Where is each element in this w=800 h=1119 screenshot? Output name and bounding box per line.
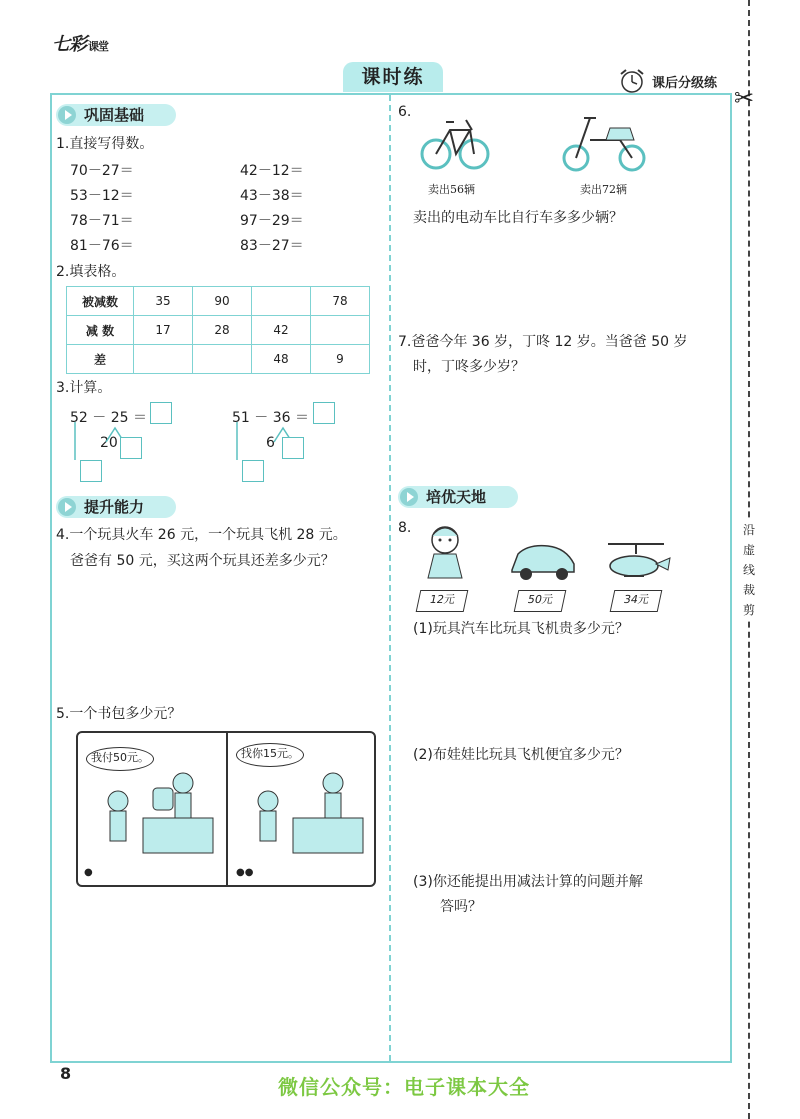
q1-item: 97－29＝ [240,213,304,229]
q3b-expr: 51 － 36 ＝ [232,410,309,426]
section-title: 提升能力 [84,498,145,516]
table-cell: 28 [193,316,252,345]
brand-logo [52,30,108,56]
toy-plane-icon [600,540,672,584]
section-header-ability [56,496,180,518]
panel-marker: ● [84,867,93,878]
table-row [67,287,370,316]
q1-item: 42－12＝ [240,163,304,179]
scissors-icon: ✂ [734,84,755,112]
alarm-clock-icon [617,67,647,95]
play-icon [58,498,76,516]
q6-question: 卖出的电动车比自行车多多少辆？ [413,210,623,226]
answer-box [80,460,102,482]
row-label: 差 [67,345,134,374]
table-cell [134,345,193,374]
toy-car-icon [508,538,578,584]
q7-line2: 时，丁咚多少岁？ [413,359,525,375]
section-header-advanced [398,486,522,508]
q5-title: 5.一个书包多少元？ [56,706,182,722]
table-cell: 90 [193,287,252,316]
row-label: 被减数 [67,287,134,316]
q1-item: 53－12＝ [70,188,134,204]
page-title: 课时练 [343,62,443,92]
q1-item: 70－27＝ [70,163,134,179]
q1-item: 83－27＝ [240,238,304,254]
q4-line1: 4.一个玩具火车 26 元，一个玩具飞机 28 元。 [56,527,347,543]
q8-part3-line1: (3)你还能提出用减法计算的问题并解 [413,874,643,890]
table-cell: 17 [134,316,193,345]
q4-line2: 爸爸有 50 元，买这两个玩具还差多少元？ [70,553,335,569]
q6-number: 6. [398,104,412,120]
table-cell: 42 [252,316,311,345]
speech-bubble: 找你15元。 [236,743,304,767]
q1-item: 78－71＝ [70,213,134,229]
speech-bubble: 我付50元。 [86,747,154,771]
q1-item: 43－38＝ [240,188,304,204]
q8-part2: (2)布娃娃比玩具飞机便宜多少元？ [413,747,629,763]
play-icon [58,106,76,124]
q3a-split: 20 [100,435,118,451]
shop-scene-illustration [238,763,368,863]
row-label: 减 数 [67,316,134,345]
q1-title: 1.直接写得数。 [56,136,154,152]
table-row [67,345,370,374]
answer-box [120,437,142,459]
table-cell: 35 [134,287,193,316]
bicycle-icon [420,108,490,174]
brand-text: 七彩 [52,34,86,55]
comic-divider [226,733,228,885]
table-cell [252,287,311,316]
table-cell [311,316,370,345]
shop-scene-illustration [88,763,218,863]
play-icon [400,488,418,506]
doll-icon [420,518,470,584]
q3b-split: 6 [266,435,275,451]
cut-label: 沿虚线裁剪 [740,520,758,620]
answer-box [242,460,264,482]
price-tag: 12元 [416,590,469,612]
q1-item: 81－76＝ [70,238,134,254]
comic-panel [76,731,376,887]
q8-number: 8. [398,520,412,536]
q3a-expr: 52 － 25 ＝ [70,410,147,426]
table-cell: 78 [311,287,370,316]
q7-line1: 7.爸爸今年 36 岁，丁咚 12 岁。当爸爸 50 岁 [398,334,688,350]
table-cell: 48 [252,345,311,374]
table-cell: 9 [311,345,370,374]
q8-part3-line2: 答吗？ [440,899,482,915]
column-divider [389,95,391,1061]
page-number: 8 [60,1064,72,1083]
brand-suffix: 课堂 [88,40,108,53]
page-subtitle: 课后分级练 [652,76,718,91]
q8-part1: (1)玩具汽车比玩具飞机贵多少元？ [413,621,629,637]
bicycle-caption: 卖出56辆 [428,183,475,196]
electric-scooter-icon [560,110,650,174]
q2-table [66,286,370,374]
watermark: 微信公众号：电子课本大全 [278,1075,530,1099]
answer-box [282,437,304,459]
answer-box [150,402,172,424]
price-tag: 50元 [514,590,567,612]
price-tag: 34元 [610,590,663,612]
q3-title: 3.计算。 [56,380,112,396]
answer-box [313,402,335,424]
scooter-caption: 卖出72辆 [580,183,627,196]
table-row [67,316,370,345]
panel-marker: ●● [236,867,254,878]
section-header-basics [56,104,180,126]
section-title: 巩固基础 [84,106,145,124]
table-cell [193,345,252,374]
q2-title: 2.填表格。 [56,264,126,280]
section-title: 培优天地 [426,488,487,506]
